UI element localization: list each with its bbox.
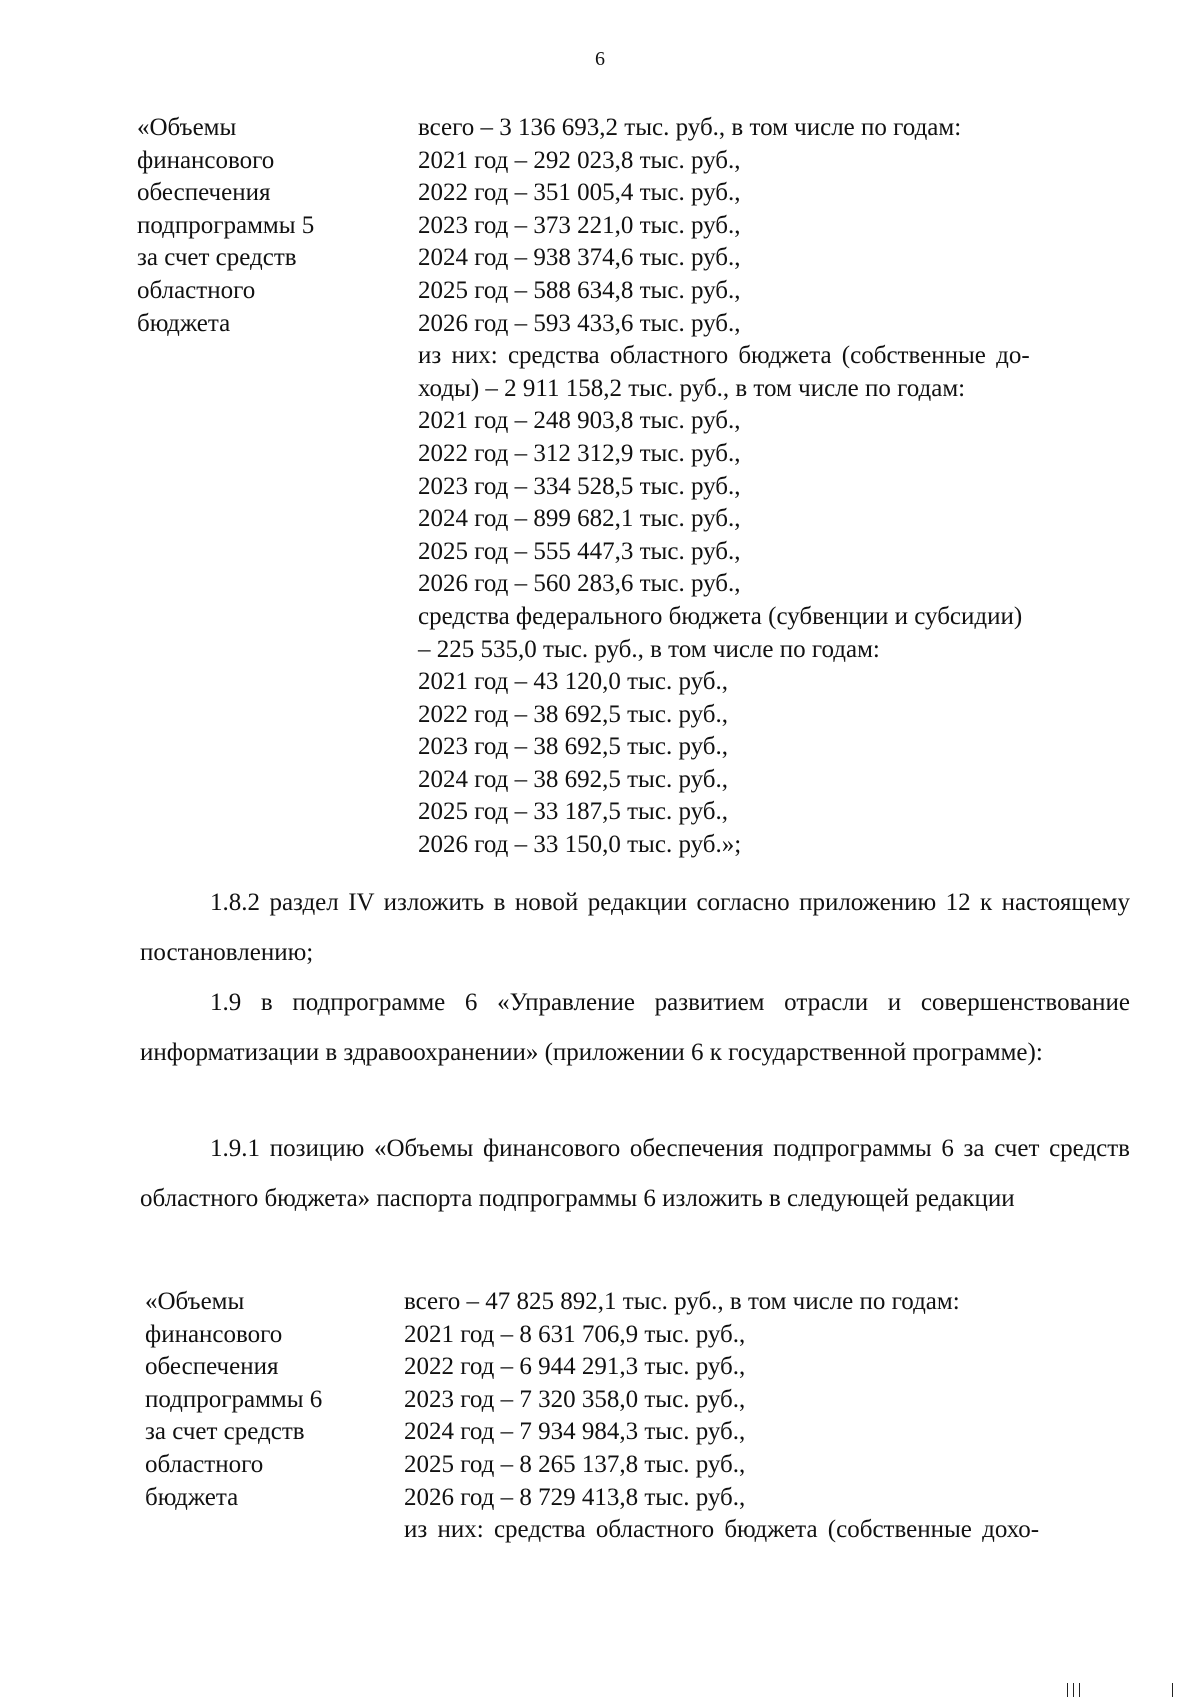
value-line: всего – 3 136 693,2 тыс. руб., в том числе по годам: [418,114,962,141]
funding-value-column [404,1286,1124,1547]
label-line: бюджета [137,309,231,337]
label-line: финансового [137,146,275,174]
value-line: 2025 год – 8 265 137,8 тыс. руб., [404,1450,746,1478]
value-line: 2026 год – 560 283,6 тыс. руб., [418,570,741,598]
label-line: за счет средств [137,244,297,272]
label-line: «Объемы [137,114,237,141]
value-line: 2021 год – 8 631 706,9 тыс. руб., [404,1320,746,1348]
label-line: бюджета [145,1483,239,1511]
funding-label-column [145,1286,322,1514]
label-line: подпрограммы 6 [145,1385,323,1413]
paragraph-1-8-2 [140,878,1130,978]
label-line: областного [145,1450,264,1478]
value-line: 2022 год – 351 005,4 тыс. руб., [418,179,741,207]
label-line: за счет средств [145,1418,305,1446]
value-line: 2026 год – 33 150,0 тыс. руб.»; [418,831,742,859]
label-line: обеспечения [145,1353,279,1381]
value-line: 2022 год – 312 312,9 тыс. руб., [418,439,741,467]
value-line: из них: средства областного бюджета (собственные до- [418,342,1030,370]
paragraph-text: 1.9.1 позицию «Объемы финансового обеспечения подпрограммы 6 за счет средств областного бюджета» паспорта подпрограммы 6 изложить в следующей редакции [140,1135,1130,1212]
scan-mark [1067,1683,1068,1697]
value-line: 2026 год – 8 729 413,8 тыс. руб., [404,1483,746,1511]
value-line: 2021 год – 292 023,8 тыс. руб., [418,146,741,174]
value-line: – 225 535,0 тыс. руб., в том числе по годам: [418,635,880,663]
paragraph-text: 1.8.2 раздел IV изложить в новой редакции согласно приложению 12 к настоящему постановлению; [140,889,1130,966]
value-line: 2024 год – 7 934 984,3 тыс. руб., [404,1418,746,1446]
value-line: 2021 год – 43 120,0 тыс. руб., [418,668,729,696]
value-line: 2024 год – 938 374,6 тыс. руб., [418,244,741,272]
value-line: 2025 год – 588 634,8 тыс. руб., [418,276,741,304]
value-line: 2023 год – 38 692,5 тыс. руб., [418,733,729,761]
value-line: 2022 год – 6 944 291,3 тыс. руб., [404,1353,746,1381]
label-line: обеспечения [137,179,271,207]
value-line: всего – 47 825 892,1 тыс. руб., в том числе по годам: [404,1288,960,1315]
page-number: 6 [595,48,605,70]
value-line: 2024 год – 899 682,1 тыс. руб., [418,505,741,533]
funding-value-column [418,112,1118,862]
value-line: 2024 год – 38 692,5 тыс. руб., [418,765,729,793]
label-line: областного [137,276,256,304]
value-line: ходы) – 2 911 158,2 тыс. руб., в том числе по годам: [418,374,966,402]
label-line: финансового [145,1320,283,1348]
scan-mark [1079,1683,1080,1697]
paragraph-1-9-1 [140,1124,1130,1224]
value-line: 2026 год – 593 433,6 тыс. руб., [418,309,741,337]
value-line: 2025 год – 33 187,5 тыс. руб., [418,798,729,826]
value-line: 2021 год – 248 903,8 тыс. руб., [418,407,741,435]
scan-mark [1073,1683,1074,1697]
value-line: 2023 год – 334 528,5 тыс. руб., [418,472,741,500]
paragraph-1-9 [140,978,1130,1078]
paragraph-text: 1.9 в подпрограмме 6 «Управление развитием отрасли и совершенствование информатизации в здравоохранении» (приложении 6 к государственной программе): [140,989,1130,1066]
label-line: подпрограммы 5 [137,211,315,239]
value-line: 2023 год – 7 320 358,0 тыс. руб., [404,1385,746,1413]
value-line: 2023 год – 373 221,0 тыс. руб., [418,211,741,239]
value-line: 2025 год – 555 447,3 тыс. руб., [418,537,741,565]
funding-label-column [137,112,314,340]
value-line: 2022 год – 38 692,5 тыс. руб., [418,700,729,728]
scan-mark [1172,1683,1173,1697]
label-line: «Объемы [145,1288,245,1315]
value-line: из них: средства областного бюджета (собственные дохо- [404,1516,1040,1544]
value-line: средства федерального бюджета (субвенции и субсидии) [418,602,1023,630]
